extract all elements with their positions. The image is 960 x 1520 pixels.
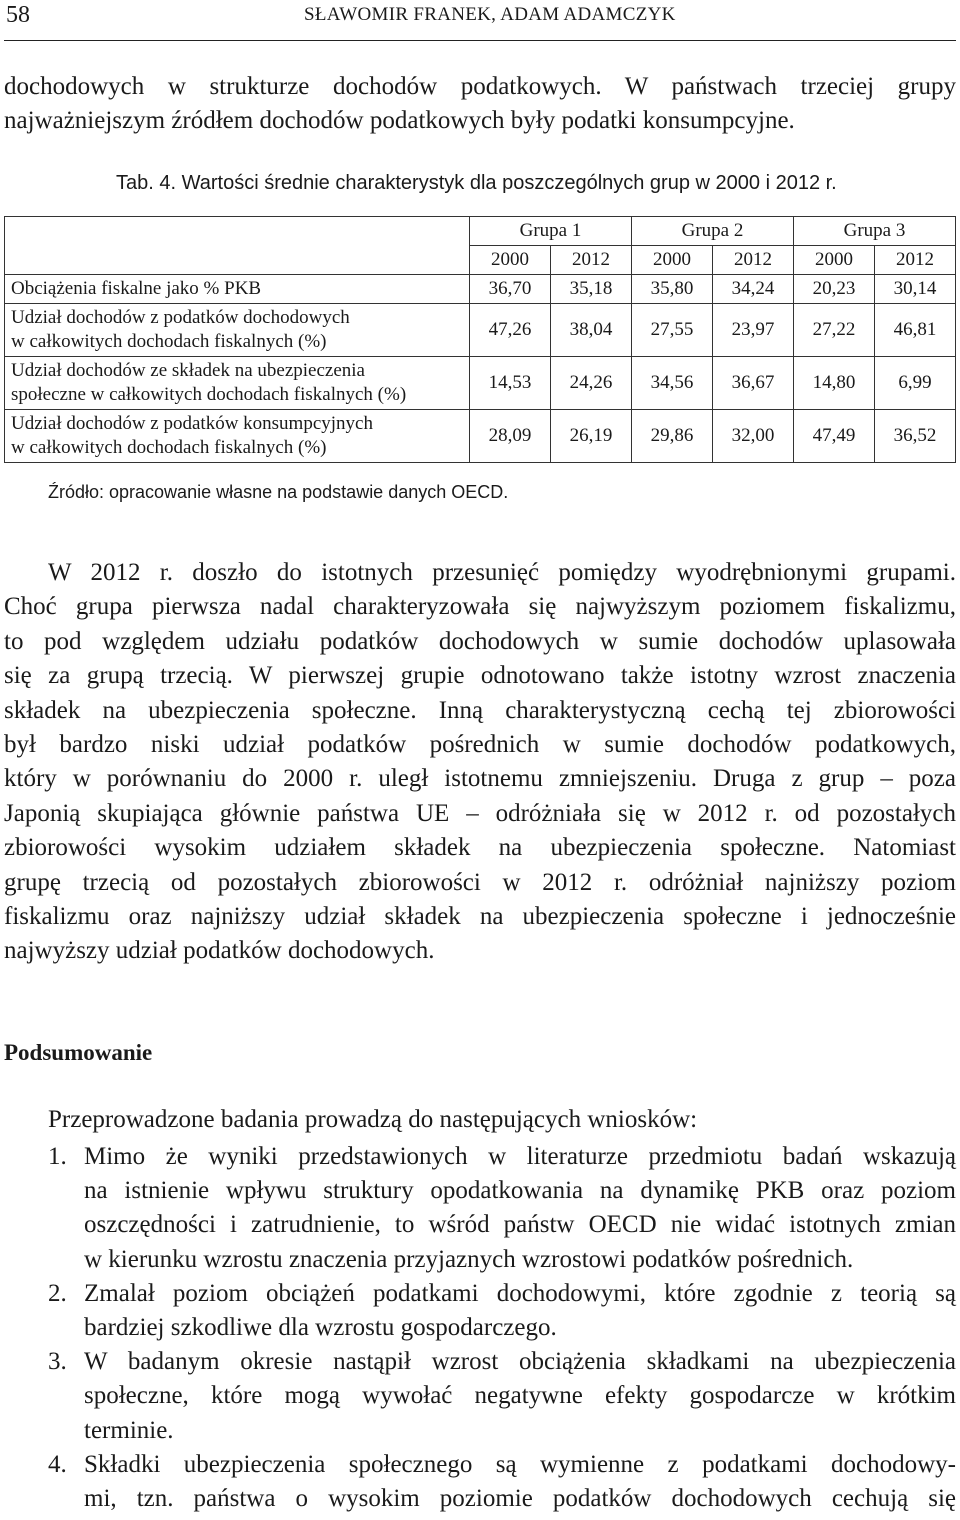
list-item-line: w kierunku wzrostu znaczenia przyjaznych wzrostowi podatków pośrednich.	[84, 1245, 854, 1273]
page-header	[4, 0, 956, 41]
paragraph-line: który w porównaniu do 2000 r. uległ istotnemu zmniejszeniu. Druga z grup – poza	[4, 765, 956, 793]
year-header: 2000	[794, 246, 875, 275]
list-item-line: terminie.	[84, 1416, 174, 1444]
row-label	[5, 304, 470, 357]
row-label-line: Udział dochodów z podatków dochodowych	[11, 307, 350, 328]
list-item	[48, 1140, 956, 1277]
list-item	[48, 1277, 956, 1345]
list-item-line: W badanym okresie nastąpił wzrost obciążenia składkami na ubezpieczenia	[84, 1348, 956, 1376]
table-row	[5, 410, 956, 463]
year-header: 2012	[875, 246, 956, 275]
row-label-line: Udział dochodów z podatków konsumpcyjnych	[11, 413, 373, 434]
table-cell: 47,26	[470, 304, 551, 357]
row-label-line: w całkowitych dochodach fiskalnych (%)	[11, 437, 327, 458]
row-label	[5, 275, 470, 304]
table-cell: 27,55	[632, 304, 713, 357]
paragraph-line: zbiorowości wysokim udziałem składek na ubezpieczenia społeczne. Natomiast	[4, 834, 956, 862]
table-cell: 28,09	[470, 410, 551, 463]
paragraph-line: najwyższy udział podatków dochodowych.	[4, 937, 435, 965]
table-cell: 30,14	[875, 275, 956, 304]
table-cell: 35,80	[632, 275, 713, 304]
paragraph-line: najważniejszym źródłem dochodów podatkowych były podatki konsumpcyjne.	[4, 107, 795, 134]
table-cell: 46,81	[875, 304, 956, 357]
list-item-line: na istnienie wpływu struktury opodatkowania na dynamikę PKB oraz poziom	[84, 1177, 956, 1205]
table-cell: 26,19	[551, 410, 632, 463]
summary-intro: Przeprowadzone badania prowadzą do następujących wniosków:	[48, 1106, 698, 1133]
paragraph-line: to pod względem udziału podatków dochodowych w sumie dochodów uplasowała	[4, 627, 956, 655]
row-label-line: Obciążenia fiskalne jako % PKB	[11, 278, 262, 299]
table-cell: 27,22	[794, 304, 875, 357]
running-head: SŁAWOMIR FRANEK, ADAM ADAMCZYK	[304, 4, 676, 25]
table-cell: 14,53	[470, 357, 551, 410]
table-cell: 47,49	[794, 410, 875, 463]
table-header-row	[5, 217, 956, 246]
table-cell: 29,86	[632, 410, 713, 463]
conclusions-list	[48, 1140, 956, 1516]
year-header: 2000	[470, 246, 551, 275]
page-number: 58	[6, 2, 30, 28]
main-paragraph	[4, 556, 956, 969]
group-header: Grupa 2	[632, 217, 794, 246]
group-header: Grupa 3	[794, 217, 956, 246]
paragraph-line: grupę trzecią od pozostałych zbiorowości w 2012 r. odróżniał najniższy poziom	[4, 868, 956, 896]
table-cell: 38,04	[551, 304, 632, 357]
table-source-note: Źródło: opracowanie własne na podstawie danych OECD.	[48, 482, 509, 502]
list-item-number: 1.	[48, 1143, 67, 1170]
year-header: 2012	[713, 246, 794, 275]
row-label-line: w całkowitych dochodach fiskalnych (%)	[11, 331, 327, 352]
list-item-number: 2.	[48, 1279, 67, 1307]
table-cell: 36,52	[875, 410, 956, 463]
year-header: 2012	[551, 246, 632, 275]
paragraph-line: był bardzo niski udział podatków pośrednich w sumie dochodów podatkowych,	[4, 730, 956, 758]
section-heading: Podsumowanie	[4, 1040, 153, 1065]
table-caption: Tab. 4. Wartości średnie charakterystyk dla poszczególnych grup w 2000 i 2012 r.	[116, 172, 837, 194]
row-label	[5, 357, 470, 410]
list-item-line: oszczędności i zatrudnienie, to wśród państw OECD nie widać istotnych zmian	[84, 1211, 956, 1239]
list-item-line: Składki ubezpieczenia społecznego są wymienne z podatkami dochodowy-	[84, 1450, 956, 1478]
year-header: 2000	[632, 246, 713, 275]
row-label-line: społeczne w całkowitych dochodach fiskalnych (%)	[11, 384, 407, 405]
table-cell: 32,00	[713, 410, 794, 463]
table-cell: 23,97	[713, 304, 794, 357]
table-cell: 6,99	[875, 357, 956, 410]
table-cell: 14,80	[794, 357, 875, 410]
table-row	[5, 275, 956, 304]
group-header: Grupa 1	[470, 217, 632, 246]
table-corner-cell	[5, 217, 470, 275]
list-item-line: społeczne, które mogą wywołać negatywne efekty gospodarcze w krótkim	[84, 1382, 956, 1410]
paragraph-line: się za grupą trzecią. W pierwszej grupie odnotowano także istotny wzrost znaczenia	[4, 662, 956, 690]
list-item-number: 3.	[48, 1348, 67, 1376]
table-cell: 35,18	[551, 275, 632, 304]
list-item-number: 4.	[48, 1450, 67, 1478]
paragraph-line: składek na ubezpieczenia społeczne. Inną charakterystyczną cechą tej zbiorowości	[4, 696, 956, 724]
list-item-line: mi, tzn. państwa o wysokim poziomie podatków dochodowych cechują się	[84, 1484, 956, 1512]
list-item	[48, 1448, 956, 1516]
paragraph-line: fiskalizmu oraz najniższy udział składek na ubezpieczenia społeczne i jednocześnie	[4, 902, 956, 930]
table-row	[5, 357, 956, 410]
list-item-line: bardziej szkodliwe dla wzrostu gospodarczego.	[84, 1313, 557, 1341]
table-cell: 36,67	[713, 357, 794, 410]
table-cell: 36,70	[470, 275, 551, 304]
table-cell: 34,24	[713, 275, 794, 304]
list-item-line: Mimo że wyniki przedstawionych w literaturze przedmiotu badań wskazują	[84, 1143, 956, 1170]
list-item-line: Zmalał poziom obciążeń podatkami dochodowymi, które zgodnie z teorią są	[84, 1279, 956, 1307]
paragraph-line: W 2012 r. doszło do istotnych przesunięć pomiędzy wyodrębnionymi grupami.	[48, 559, 956, 586]
data-table	[4, 216, 956, 463]
list-item	[48, 1345, 956, 1448]
table-cell: 34,56	[632, 357, 713, 410]
intro-paragraph	[4, 70, 956, 138]
row-label-line: Udział dochodów ze składek na ubezpieczenia	[11, 360, 365, 381]
table-row	[5, 304, 956, 357]
table-cell: 20,23	[794, 275, 875, 304]
paragraph-line: dochodowych w strukturze dochodów podatkowych. W państwach trzeciej grupy	[4, 73, 956, 100]
paragraph-line: Japonią skupiająca głównie państwa UE – odróżniała się w 2012 r. od pozostałych	[4, 799, 956, 827]
paragraph-line: Choć grupa pierwsza nadal charakteryzowała się najwyższym poziomem fiskalizmu,	[4, 593, 956, 621]
row-label	[5, 410, 470, 463]
table-cell: 24,26	[551, 357, 632, 410]
